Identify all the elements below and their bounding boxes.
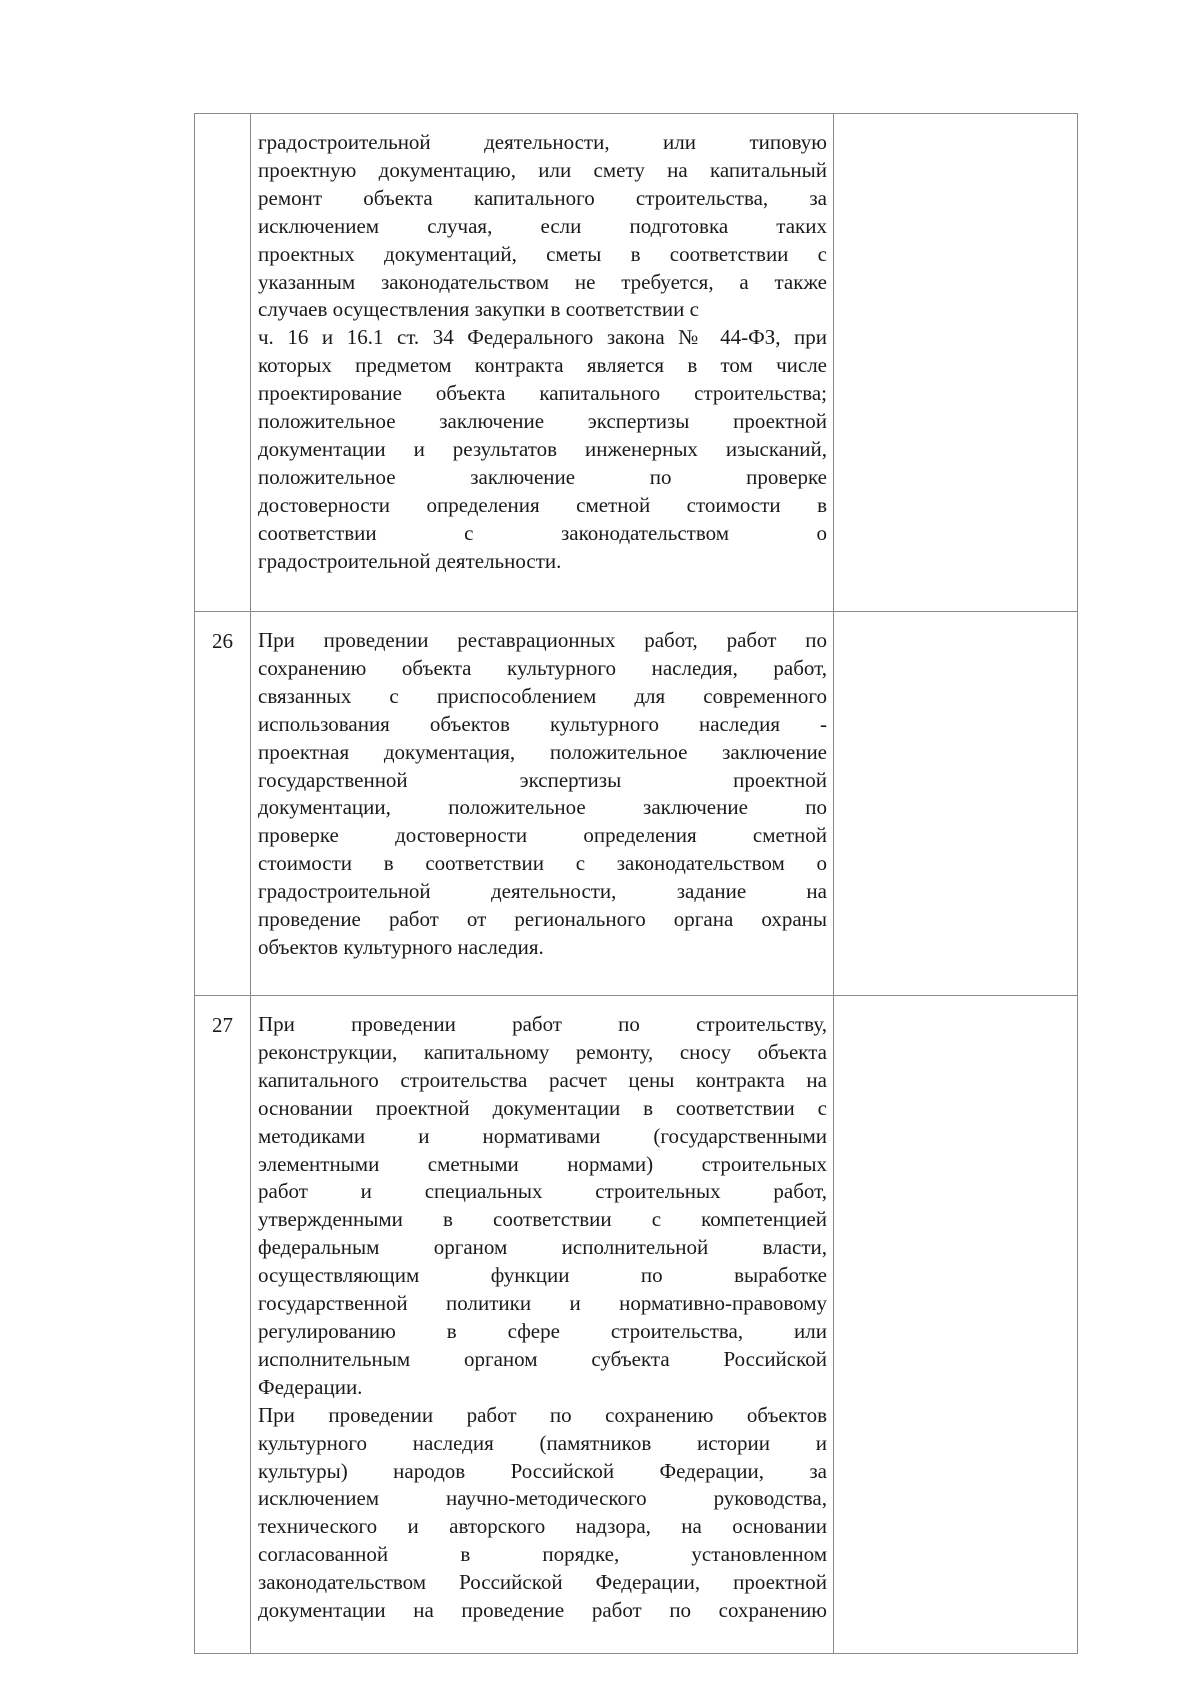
text-line: технического и авторского надзора, на основании — [258, 1514, 827, 1539]
text-line: законодательством Российской Федерации, проектной — [258, 1570, 827, 1595]
text-line: положительное заключение по проверке — [258, 464, 827, 489]
text-line: культуры) народов Российской Федерации, за — [258, 1458, 827, 1483]
row-notes-cell — [834, 612, 1078, 996]
text-line: исключением научно-методического руководства, — [258, 1486, 827, 1511]
row-text-cell — [251, 996, 834, 1654]
table-row — [195, 612, 1078, 996]
text-line: связанных с приспособлением для современного — [258, 683, 827, 708]
text-line: стоимости в соответствии с законодательством о — [258, 851, 827, 876]
text-line: культурного наследия (памятников истории и — [258, 1430, 827, 1455]
row-notes-cell — [834, 114, 1078, 612]
text-line: которых предметом контракта является в том числе — [258, 353, 827, 378]
text-line: основании проектной документации в соответствии с — [258, 1095, 827, 1120]
text-line: государственной политики и нормативно-правовому — [258, 1291, 827, 1316]
text-line: работ и специальных строительных работ, — [258, 1179, 827, 1204]
text-line: элементными сметными нормами) строительных — [258, 1151, 827, 1176]
row-notes-cell — [834, 996, 1078, 1654]
text-line: указанным законодательством не требуется, а также — [258, 269, 827, 294]
table-row — [195, 996, 1078, 1654]
text-line: использования объектов культурного наследия - — [258, 711, 827, 736]
text-line: федеральным органом исполнительной власти, — [258, 1235, 827, 1260]
text-line: методиками и нормативами (государственными — [258, 1123, 827, 1148]
text-line: осуществляющим функции по выработке — [258, 1263, 827, 1288]
text-line: При проведении работ по строительству, — [258, 1012, 827, 1036]
table-row — [195, 114, 1078, 612]
text-line: проектных документаций, сметы в соответствии с — [258, 241, 827, 266]
text-line: ч. 16 и 16.1 ст. 34 Федерального закона № 44-ФЗ, при — [258, 325, 827, 350]
text-line: утвержденными в соответствии с компетенцией — [258, 1207, 827, 1232]
text-line: градостроительной деятельности, или типовую — [258, 130, 827, 154]
text-line: положительное заключение экспертизы проектной — [258, 409, 827, 434]
text-line: проведение работ от регионального органа охраны — [258, 907, 827, 932]
text-line: документации, положительное заключение по — [258, 795, 827, 820]
text-line: проверке достоверности определения сметной — [258, 823, 827, 848]
text-line: ремонт объекта капитального строительства, за — [258, 185, 827, 210]
row-text-cell — [251, 612, 834, 996]
text-line: исключением случая, если подготовка таких — [258, 213, 827, 238]
text-line: исполнительным органом субъекта Российской — [258, 1346, 827, 1371]
row-number-cell: 26 — [195, 612, 251, 996]
row-number-cell — [195, 114, 251, 612]
document-table — [194, 113, 1078, 1654]
text-line: капитального строительства расчет цены контракта на — [258, 1067, 827, 1092]
text-line: государственной экспертизы проектной — [258, 767, 827, 792]
text-line: проектирование объекта капитального строительства; — [258, 381, 827, 406]
text-line: проектную документацию, или смету на капитальный — [258, 157, 827, 182]
text-line: реконструкции, капитальному ремонту, сносу объекта — [258, 1039, 827, 1064]
text-line: градостроительной деятельности, задание на — [258, 879, 827, 904]
text-line: объектов культурного наследия. — [258, 934, 544, 959]
text-line: При проведении работ по сохранению объектов — [258, 1402, 827, 1427]
row-text-cell — [251, 114, 834, 612]
text-line: регулированию в сфере строительства, или — [258, 1318, 827, 1343]
text-line: достоверности определения сметной стоимости в — [258, 492, 827, 517]
text-line: согласованной в порядке, установленном — [258, 1542, 827, 1567]
text-line: При проведении реставрационных работ, работ по — [258, 628, 827, 652]
text-line: Федерации. — [258, 1374, 363, 1399]
text-line: документации и результатов инженерных изысканий, — [258, 436, 827, 461]
text-line: сохранению объекта культурного наследия, работ, — [258, 655, 827, 680]
text-line: проектная документация, положительное заключение — [258, 739, 827, 764]
text-line: случаев осуществления закупки в соответствии с — [258, 297, 699, 322]
row-number-cell: 27 — [195, 996, 251, 1654]
text-line: документации на проведение работ по сохранению — [258, 1598, 827, 1623]
text-line: градостроительной деятельности. — [258, 548, 562, 573]
text-line: соответствии с законодательством о — [258, 520, 827, 545]
